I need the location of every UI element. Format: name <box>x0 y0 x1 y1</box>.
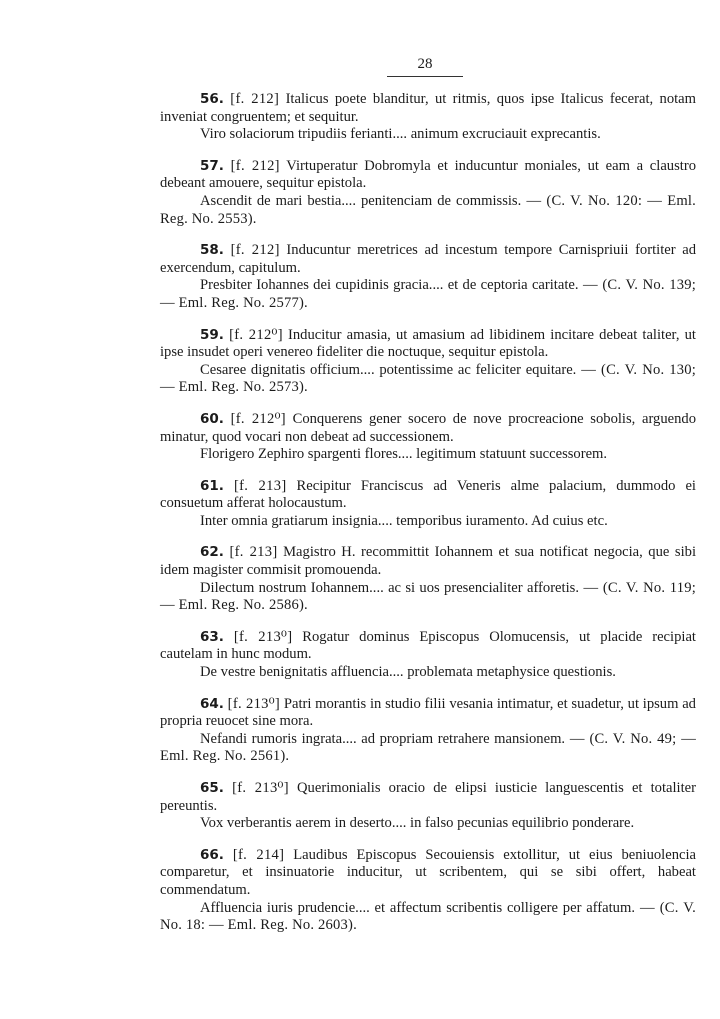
entry-description <box>160 158 696 193</box>
description-text: Italicus poete blanditur, ut ritmis, quos ipse Italicus fecerat, notam inveniat congruentem; et sequitur. <box>160 91 697 125</box>
entry-incipit <box>160 513 696 531</box>
entry-description <box>160 629 696 664</box>
entry-61 <box>160 478 696 531</box>
folio-reference: [f. 213] <box>233 477 287 494</box>
entry-58 <box>160 242 696 312</box>
entry-number: 60. <box>200 410 224 427</box>
register-reference: — (C. V. No. 130; — Eml. Reg. No. 2573). <box>160 361 697 396</box>
entry-number: 57. <box>200 157 224 174</box>
entry-description <box>160 544 696 579</box>
description-text: Laudibus Episcopus Secouiensis extollitur, ut eius beniuolencia comparetur, et insinuatorie inducitur, ut scribentem, qui se sibi offert, habeat commendatum. <box>160 846 697 898</box>
entry-number: 59. <box>200 326 224 343</box>
entry-number: 64. <box>200 695 224 712</box>
incipit-text: Affluencia iuris prudencie.... et affectum scribentis colligere per affatum. <box>200 899 635 916</box>
entry-incipit <box>160 193 696 228</box>
incipit-text: Dilectum nostrum Iohannem.... ac si uos presencialiter afforetis. <box>200 579 579 596</box>
incipit-text: Ascendit de mari bestia.... penitenciam de commissis. <box>200 192 522 209</box>
folio-reference: [f. 212] <box>230 157 280 174</box>
entry-number: 66. <box>200 846 224 863</box>
entry-number: 56. <box>200 91 224 107</box>
folio-reference: [f. 213⁰] <box>232 780 289 796</box>
incipit-text: Nefandi rumoris ingrata.... ad propriam retrahere mansionem. <box>200 730 566 747</box>
entry-number: 61. <box>200 477 224 494</box>
description-text: Inducuntur meretrices ad incestum tempore Carnispriuii fortiter ad exercendum, capitulum. <box>160 242 697 276</box>
incipit-text: Vox verberantis aerem in deserto.... in falso pecunias equilibrio ponderare. <box>200 815 635 832</box>
page-number: 28 <box>417 56 433 72</box>
page-number-rule <box>387 76 463 77</box>
entry-description <box>160 478 696 513</box>
incipit-text: Cesaree dignitatis officium.... potentissime ac feliciter equitare. <box>200 361 577 378</box>
entry-incipit <box>160 277 696 312</box>
entry-incipit <box>160 446 696 464</box>
incipit-text: Florigero Zephiro spargenti flores.... legitimum statuunt successorem. <box>200 446 608 463</box>
entry-62 <box>160 544 696 614</box>
entry-description <box>160 242 696 277</box>
incipit-text: De vestre benignitatis affluencia.... problemata metaphysice questionis. <box>200 664 616 681</box>
entry-description <box>160 780 696 815</box>
entry-64 <box>160 696 696 766</box>
entry-number: 65. <box>200 780 224 796</box>
entry-incipit <box>160 900 696 935</box>
folio-reference: [f. 213⁰] <box>227 695 281 712</box>
register-reference: — (C. V. No. 49; — Eml. Reg. No. 2561). <box>160 730 696 765</box>
entry-incipit <box>160 731 696 766</box>
incipit-text: Viro solaciorum tripudiis ferianti.... animum excruciauit exprecantis. <box>200 126 601 143</box>
folio-reference: [f. 212⁰] <box>230 410 286 427</box>
register-reference: — (C. V. No. 139; — Eml. Reg. No. 2577). <box>160 277 697 311</box>
entry-incipit <box>160 664 696 682</box>
description-text: Conquerens gener socero de nove procreacione sobolis, arguendo minatur, quod vocari non debeat ad successionem. <box>160 410 696 445</box>
register-reference: — (C. V. No. 120: — Eml. Reg. No. 2553). <box>160 192 696 227</box>
entry-incipit <box>160 362 696 397</box>
entry-59 <box>160 327 696 397</box>
entry-56 <box>160 91 696 144</box>
entry-57 <box>160 158 696 228</box>
entry-description <box>160 847 696 900</box>
entry-65 <box>160 780 696 833</box>
entry-description <box>160 327 696 362</box>
entry-66 <box>160 847 696 935</box>
entry-number: 62. <box>200 544 224 561</box>
description-text: Magistro H. recommittit Iohannem et sua notificat negocia, que sibi idem magister commisit promouenda. <box>160 544 697 579</box>
description-text: Rogatur dominus Episcopus Olomucensis, ut placide recipiat cautelam in hunc modum. <box>160 628 696 663</box>
folio-reference: [f. 213] <box>229 544 278 561</box>
entry-list <box>160 91 696 949</box>
register-reference: — (C. V. No. 119; — Eml. Reg. No. 2586). <box>160 579 696 614</box>
entry-63 <box>160 629 696 682</box>
folio-reference: [f. 214] <box>232 846 285 863</box>
description-text: Virtuperatur Dobromyla et inducuntur moniales, ut eam a claustro debeant amouere, sequitur epistola. <box>160 157 696 192</box>
entry-incipit <box>160 126 696 144</box>
register-reference: — (C. V. No. 18: — Eml. Reg. No. 2603). <box>160 899 697 934</box>
entry-incipit <box>160 815 696 833</box>
description-text: Patri morantis in studio filii vesania intimatur, et suadetur, ut ipsum ad propria reuocet sine mora. <box>160 695 696 730</box>
description-text: Inducitur amasia, ut amasium ad libidinem incitare debeat taliter, ut ipse insudet operi venereo fideliter die noctuque, sequitur epistola. <box>160 326 696 361</box>
entry-number: 58. <box>200 242 224 259</box>
folio-reference: [f. 212] <box>230 91 280 107</box>
incipit-text: Presbiter Iohannes dei cupidinis gracia.... et de ceptoria caritate. <box>200 277 579 294</box>
entry-number: 63. <box>200 628 224 645</box>
folio-reference: [f. 213⁰] <box>233 628 293 645</box>
folio-reference: [f. 212⁰] <box>229 326 283 343</box>
entry-incipit <box>160 580 696 615</box>
entry-description <box>160 696 696 731</box>
description-text: Querimonialis oracio de elipsi iusticie languescentis et totaliter pereuntis. <box>160 780 696 814</box>
folio-reference: [f. 212] <box>230 242 280 259</box>
entry-description <box>160 411 696 446</box>
entry-description <box>160 91 696 126</box>
entry-60 <box>160 411 696 464</box>
description-text: Recipitur Franciscus ad Veneris alme palacium, dummodo ei consuetum afferat holocaustum. <box>160 477 696 512</box>
incipit-text: Inter omnia gratiarum insignia.... temporibus iuramento. Ad cuius etc. <box>200 512 608 529</box>
